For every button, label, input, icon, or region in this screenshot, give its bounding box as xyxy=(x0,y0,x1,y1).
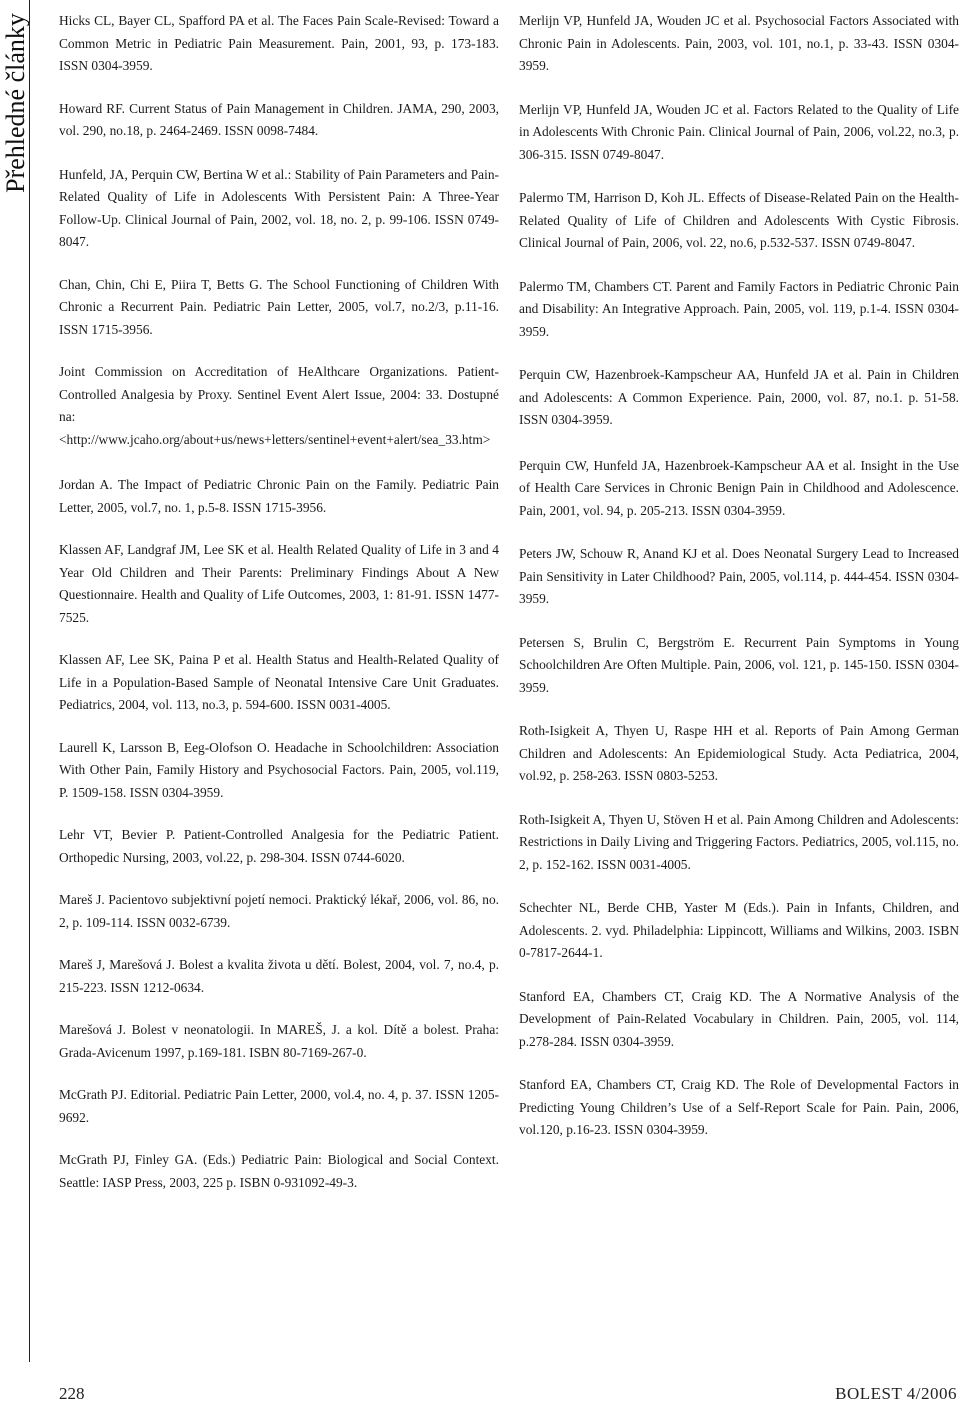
journal-issue: BOLEST 4/2006 xyxy=(835,1384,957,1403)
vertical-divider xyxy=(29,0,30,1362)
reference-item: Roth-Isigkeit A, Thyen U, Raspe HH et al. Reports of Pain Among German Children and Adolescents: An Epidemiological Study. Acta Pediatrica, 2004, vol.92, p. 258-263. ISSN 0803-5253. xyxy=(519,723,959,783)
reference-item: Hunfeld, JA, Perquin CW, Bertina W et al.: Stability of Pain Parameters and Pain-Related Quality of Life in Adolescents With Persistent Pain: A Three-Year Follow-Up. Clinical Journal of Pain, 2002, vol. 18, no. 2, p. 99-106. ISSN 0749-8047. xyxy=(59,166,499,249)
reference-item: Perquin CW, Hazenbroek-Kampscheur AA, Hunfeld JA et al. Pain in Children and Adolescents: A Common Experience. Pain, 2000, vol. 87, no.1. p. 51-58. ISSN 0304-3959. xyxy=(519,367,959,427)
reference-item: Lehr VT, Bevier P. Patient-Controlled Analgesia for the Pediatric Patient. Orthopedic Nursing, 2003, vol.22, p. 298-304. ISSN 0744-6020. xyxy=(59,827,499,865)
reference-item: Peters JW, Schouw R, Anand KJ et al. Does Neonatal Surgery Lead to Increased Pain Sensitivity in Later Childhood? Pain, 2005, vol.114, p. 444-454. ISSN 0304-3959. xyxy=(519,546,959,606)
reference-item: Joint Commission on Accreditation of HeAlthcare Organizations. Patient-Controlled Analgesia by Proxy. Sentinel Event Alert Issue, 2004: 33. Dostupné na: <http://www.jcaho.org/about+us/news+letters/sentinel+event+alert/sea_33.htm> xyxy=(59,364,499,447)
reference-item: McGrath PJ. Editorial. Pediatric Pain Letter, 2000, vol.4, no. 4, p. 37. ISSN 1205-9692. xyxy=(59,1087,499,1125)
reference-item: Roth-Isigkeit A, Thyen U, Stöven H et al. Pain Among Children and Adolescents: Restrictions in Daily Living and Triggering Factors. Pediatrics, 2005, vol.115, no. 2, p. 152-162. ISSN 0031-4005. xyxy=(519,811,959,872)
reference-item: Schechter NL, Berde CHB, Yaster M (Eds.). Pain in Infants, Children, and Adolescents. 2. vyd. Philadelphia: Lippincott, Williams and Wilkins, 2003. ISBN 0-7817-2644-1. xyxy=(519,900,959,960)
section-label xyxy=(0,0,32,205)
reference-item: Chan, Chin, Chi E, Piira T, Betts G. The School Functioning of Children With Chronic a Recurrent Pain. Pediatric Pain Letter, 2005, vol.7, no.2/3, p.11-16. ISSN 1715-3956. xyxy=(59,276,499,337)
reference-item: Mareš J, Marešová J. Bolest a kvalita života u dětí. Bolest, 2004, vol. 7, no.4, p. 215-223. ISSN 1212-0634. xyxy=(59,957,499,995)
reference-item: Palermo TM, Harrison D, Koh JL. Effects of Disease-Related Pain on the Health-Related Quality of Life of Children and Adolescents With Cystic Fibrosis. Clinical Journal of Pain, 2006, vol. 22, no.6, p.532-537. ISSN 0749-8047. xyxy=(519,190,959,250)
page-number: 228 xyxy=(59,1384,85,1403)
reference-item: Perquin CW, Hunfeld JA, Hazenbroek-Kampscheur AA et al. Insight in the Use of Health Care Services in Chronic Benign Pain in Childhood and Adolescence. Pain, 2001, vol. 94, p. 205-213. ISSN 0304-3959. xyxy=(519,457,959,518)
reference-item: Jordan A. The Impact of Pediatric Chronic Pain on the Family. Pediatric Pain Letter, 2005, vol.7, no. 1, p.5-8. ISSN 1715-3956. xyxy=(59,477,499,515)
reference-item: McGrath PJ, Finley GA. (Eds.) Pediatric Pain: Biological and Social Context. Seattle: IASP Press, 2003, 225 p. ISBN 0-931092-49-3. xyxy=(59,1152,499,1190)
reference-item: Howard RF. Current Status of Pain Management in Children. JAMA, 290, 2003, vol. 290, no.18, p. 2464-2469. ISSN 0098-7484. xyxy=(59,100,499,138)
section-label-text: Přehledné články xyxy=(1,12,31,193)
references-right-column xyxy=(519,10,959,1142)
reference-item: Klassen AF, Lee SK, Paina P et al. Health Status and Health-Related Quality of Life in a Population-Based Sample of Neonatal Intensive Care Unit Graduates. Pediatrics, 2004, vol. 113, no.3, p. 594-600. ISSN 0031-4005. xyxy=(59,652,499,712)
reference-item: Laurell K, Larsson B, Eeg-Olofson O. Headache in Schoolchildren: Association With Other Pain, Family History and Psychosocial Factors. Pain, 2005, vol.119, P. 1509-158. ISSN 0304-3959. xyxy=(59,739,499,800)
reference-item: Palermo TM, Chambers CT. Parent and Family Factors in Pediatric Chronic Pain and Disability: An Integrative Approach. Pain, 2005, vol. 119, p.1-4. ISSN 0304-3959. xyxy=(519,278,959,339)
reference-item: Stanford EA, Chambers CT, Craig KD. The Role of Developmental Factors in Predicting Young Children’s Use of a Self-Report Scale for Pain. Pain, 2006, vol.120, p.16-23. ISSN 0304-3959. xyxy=(519,1077,959,1137)
page-footer xyxy=(59,1384,957,1404)
reference-item: Merlijn VP, Hunfeld JA, Wouden JC et al. Psychosocial Factors Associated with Chronic Pain in Adolescents. Pain, 2003, vol. 101, no.1, p. 33-43. ISSN 0304-3959. xyxy=(519,13,959,73)
reference-item: Mareš J. Pacientovo subjektivní pojetí nemoci. Praktický lékař, 2006, vol. 86, no. 2, p. 109-114. ISSN 0032-6739. xyxy=(59,892,499,930)
reference-item: Petersen S, Brulin C, Bergström E. Recurrent Pain Symptoms in Young Schoolchildren Are Often Multiple. Pain, 2006, vol. 121, p. 145-150. ISSN 0304-3959. xyxy=(519,634,959,695)
reference-item: Klassen AF, Landgraf JM, Lee SK et al. Health Related Quality of Life in 3 and 4 Year Old Children and Their Parents: Preliminary Findings About A New Questionnaire. Health and Quality of Life Outcomes, 2003, 1: 81-91. ISSN 1477-7525. xyxy=(59,542,499,625)
reference-item: Hicks CL, Bayer CL, Spafford PA et al. The Faces Pain Scale-Revised: Toward a Common Metric in Pediatric Pain Measurement. Pain, 2001, 93, p. 173-183. ISSN 0304-3959. xyxy=(59,13,499,73)
reference-item: Stanford EA, Chambers CT, Craig KD. The A Normative Analysis of the Development of Pain-Related Vocabulary in Children. Pain, 2005, vol. 114, p.278-284. ISSN 0304-3959. xyxy=(519,988,959,1049)
reference-item: Merlijn VP, Hunfeld JA, Wouden JC et al. Factors Related to the Quality of Life in Adolescents With Chronic Pain. Clinical Journal of Pain, 2006, vol.22, no.3, p. 306-315. ISSN 0749-8047. xyxy=(519,101,959,162)
reference-item: Marešová J. Bolest v neonatologii. In MAREŠ, J. a kol. Dítě a bolest. Praha: Grada-Avicenum 1997, p.169-181. ISBN 80-7169-267-0. xyxy=(59,1022,499,1060)
references-left-column xyxy=(59,10,499,1194)
